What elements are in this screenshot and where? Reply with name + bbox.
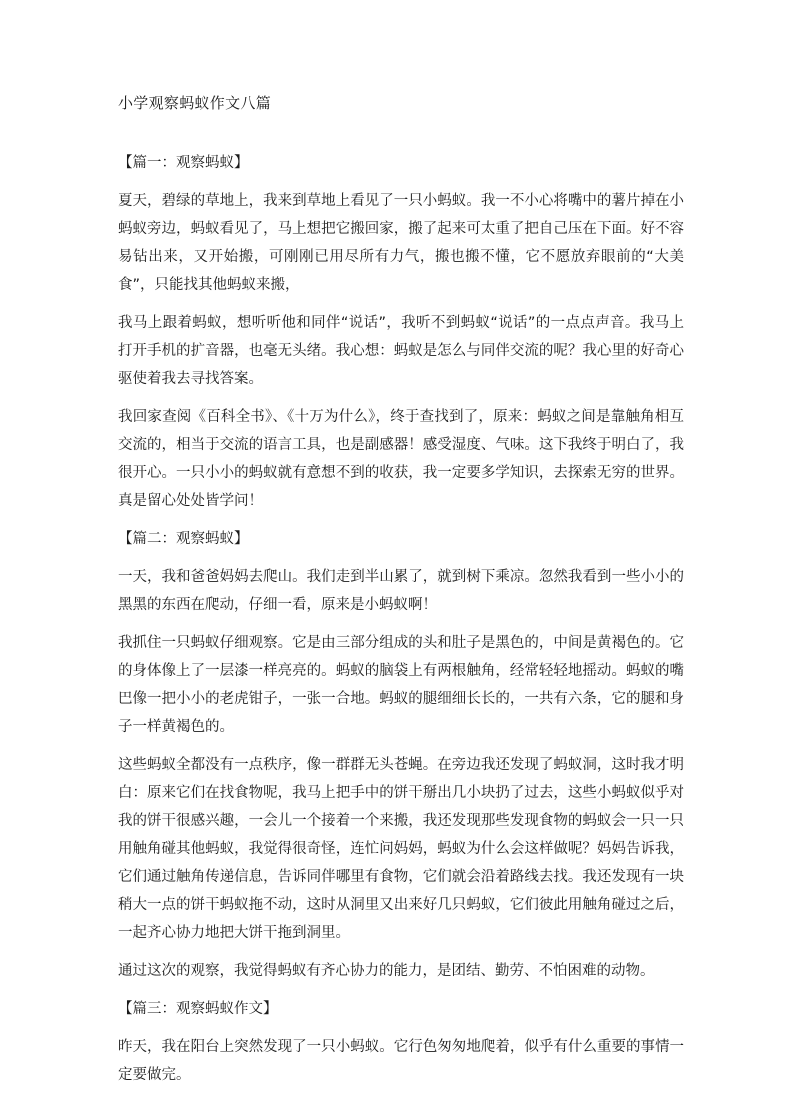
paragraph: 通过这次的观察，我觉得蚂蚁有齐心协力的能力，是团结、勤劳、不怕困难的动物。	[118, 963, 655, 979]
paragraph: 夏天，碧绿的草地上，我来到草地上看见了一只小蚂蚁。我一不小心将嘴中的薯片掉在小蚂蚁旁边，蚂蚁看见了，马上想把它搬回家，搬了起来可太重了把自己压在下面。好不容易钻出来，又开始搬，可刚刚已用尽所有力气，搬也搬不懂，它不愿放弃眼前的“大美食”，只能找其他蚂蚁来搬，	[118, 193, 684, 293]
paragraph: 我回家查阅《百科全书》、《十万为什么》，终于查找到了，原来：蚂蚁之间是靠触角相互交流的，相当于交流的语言工具，也是副感器！感受湿度、气味。这下我终于明白了，我很开心。一只小小的蚂蚁就有意想不到的收获，我一定要多学知识，去探索无穷的世界。真是留心处处皆学问！	[118, 409, 684, 509]
paragraph: 这些蚂蚁全都没有一点秩序，像一群群无头苍蝇。在旁边我还发现了蚂蚁洞，这时我才明白：原来它们在找食物呢，我马上把手中的饼干掰出几小块扔了过去，这些小蚂蚁似乎对我的饼干很感兴趣，一会儿一个接着一个来搬，我还发现那些发现食物的蚂蚁会一只一只用触角碰其他蚂蚁，我觉得很奇怪，连忙问妈妈，蚂蚁为什么会这样做呢？妈妈告诉我，它们通过触角传递信息，告诉同伴哪里有食物，它们就会沿着路线去找。我还发现有一块稍大一点的饼干蚂蚁拖不动，这时从洞里又出来好几只蚂蚁，它们彼此用触角碰过之后，一起齐心协力地把大饼干拖到洞里。	[118, 757, 684, 941]
document-title: 小学观察蚂蚁作文八篇	[118, 94, 272, 112]
section-heading: 【篇二：观察蚂蚁】	[118, 531, 249, 547]
paragraph: 昨天，我在阳台上突然发现了一只小蚂蚁。它行色匆匆地爬着，似乎有什么重要的事情一定要做完。	[118, 1039, 684, 1083]
section-heading: 【篇一：观察蚂蚁】	[118, 155, 249, 171]
paragraph: 我抓住一只蚂蚁仔细观察。它是由三部分组成的头和肚子是黑色的，中间是黄褐色的。它的身体像上了一层漆一样亮亮的。蚂蚁的脑袋上有两根触角，经常轻轻地摇动。蚂蚁的嘴巴像一把小小的老虎钳子，一张一合地。蚂蚁的腿细细长长的，一共有六条，它的腿和身子一样黄褐色的。	[118, 635, 684, 735]
section-3	[118, 995, 684, 1089]
section-2	[118, 525, 684, 985]
document-body	[118, 149, 684, 1099]
paragraph: 一天，我和爸爸妈妈去爬山。我们走到半山累了，就到树下乘凉。忽然我看到一些小小的黑黑的东西在爬动，仔细一看，原来是小蚂蚁啊！	[118, 569, 684, 613]
paragraph: 我马上跟着蚂蚁，想听听他和同伴“说话”，我听不到蚂蚁“说话”的一点点声音。我马上打开手机的扩音器，也毫无头绪。我心想：蚂蚁是怎么与同伴交流的呢？我心里的好奇心驱使着我去寻找答案。	[118, 315, 684, 387]
section-1	[118, 149, 684, 515]
section-heading: 【篇三：观察蚂蚁作文】	[118, 1001, 278, 1017]
